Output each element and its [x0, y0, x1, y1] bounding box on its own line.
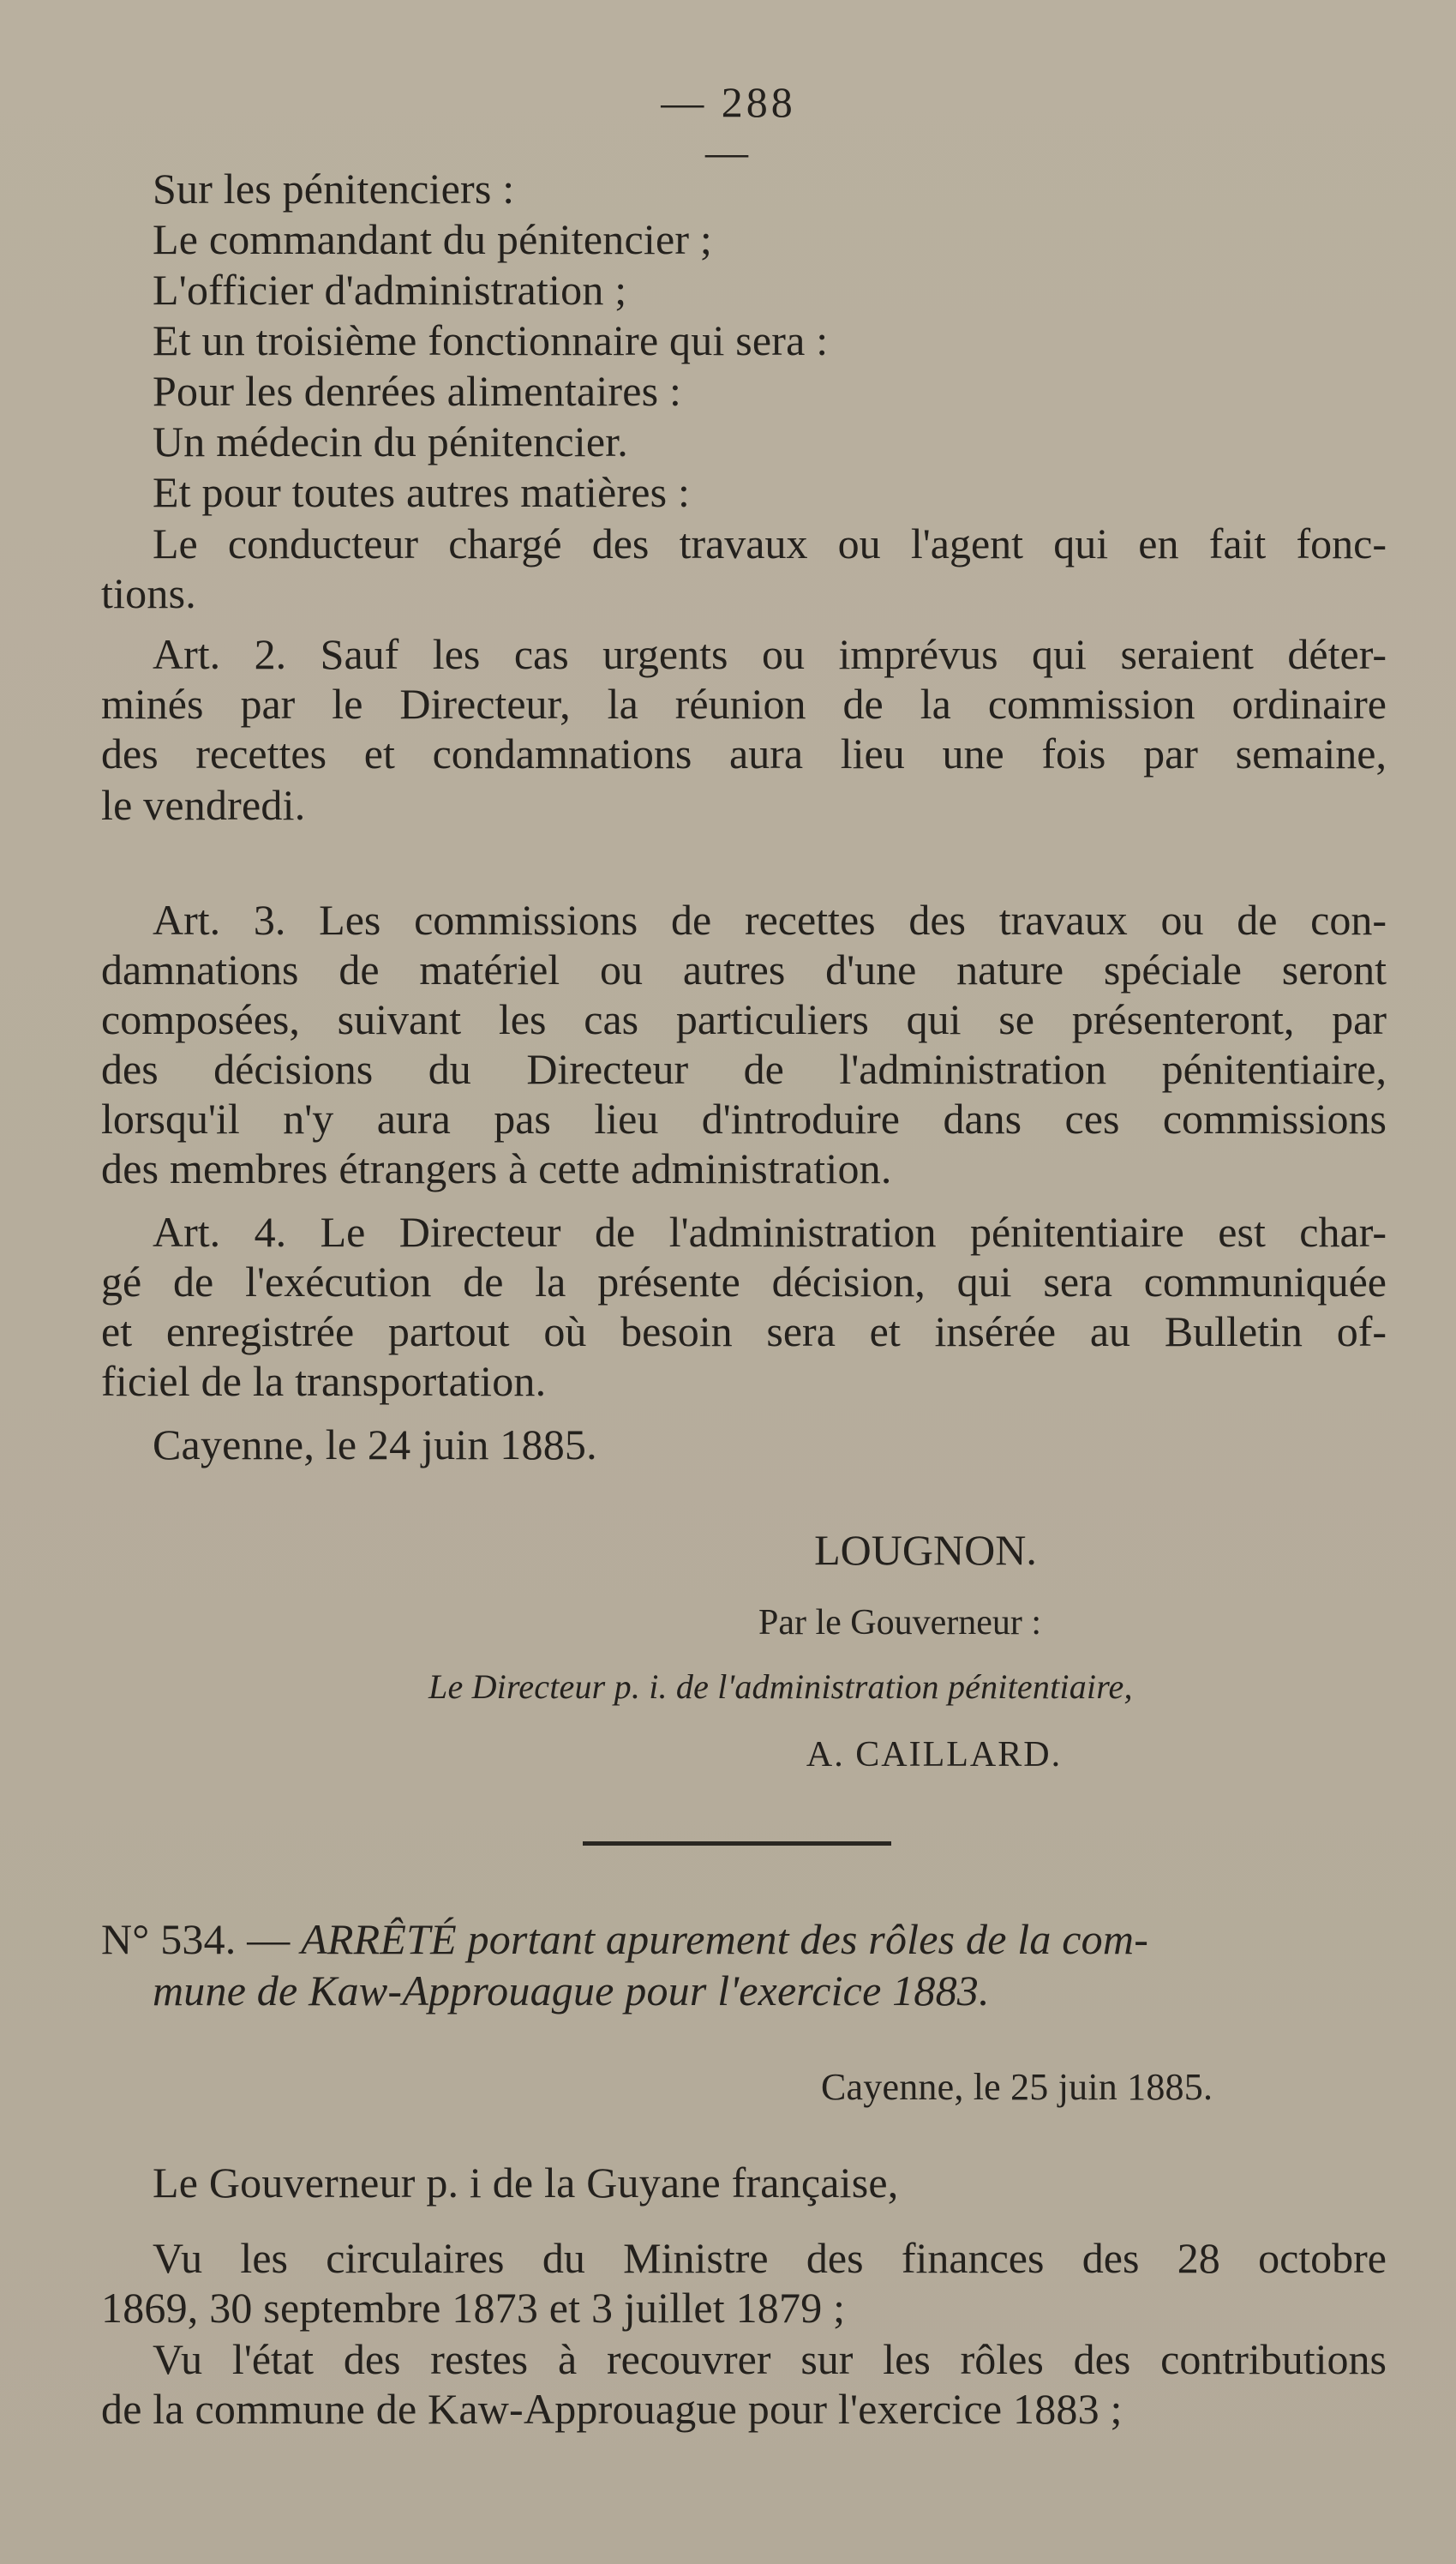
arrete-title-1: ARRÊTÉ portant apurement des rôles de la com-	[301, 1915, 1149, 1963]
line-penitenciers: Sur les pénitenciers :	[153, 165, 515, 213]
vu2-line-1: Vu l'état des restes à recouvrer sur les rôles des contributions	[153, 2335, 1387, 2383]
signature-name2: A. CAILLARD.	[806, 1735, 1063, 1774]
art4-line-1: Art. 4. Le Directeur de l'administration pénitentiaire est char-	[153, 1208, 1387, 1256]
art4-line-2: gé de l'exécution de la présente décision, qui sera communiquée	[101, 1258, 1387, 1306]
line-troisieme: Et un troisième fonctionnaire qui sera :	[153, 316, 829, 364]
governor-line: Le Gouverneur p. i de la Guyane française,	[153, 2159, 899, 2207]
art3-line-3: composées, suivant les cas particuliers qui se présenteront, par	[101, 995, 1387, 1043]
art3-line-5: lorsqu'il n'y aura pas lieu d'introduire dans ces commissions	[101, 1095, 1387, 1143]
section-divider	[583, 1841, 891, 1846]
vu2-line-2: de la commune de Kaw-Approuague pour l'exercice 1883 ;	[101, 2385, 1123, 2433]
vu1-line-2: 1869, 30 septembre 1873 et 3 juillet 1879 ;	[101, 2284, 846, 2332]
signature-name: LOUGNON.	[814, 1526, 1037, 1574]
arrete-number: N° 534. —	[101, 1915, 291, 1963]
date-line-1: Cayenne, le 24 juin 1885.	[153, 1420, 597, 1468]
art3-line-1: Art. 3. Les commissions de recettes des travaux ou de con-	[153, 896, 1387, 944]
conducteur-line-1: Le conducteur chargé des travaux ou l'agent qui en fait fonc-	[153, 519, 1387, 567]
line-officier: L'officier d'administration ;	[153, 266, 627, 314]
line-denrees: Pour les denrées alimentaires :	[153, 367, 682, 415]
art3-line-4: des décisions du Directeur de l'administration pénitentiaire,	[101, 1045, 1387, 1093]
art2-line-2: minés par le Directeur, la réunion de la commission ordinaire	[101, 680, 1387, 728]
art2-line-4: le vendredi.	[101, 781, 306, 829]
line-medecin: Un médecin du pénitencier.	[153, 417, 629, 465]
vu1-line-1: Vu les circulaires du Ministre des finances des 28 octobre	[153, 2234, 1387, 2282]
signature-role: Le Directeur p. i. de l'administration pénitentiaire,	[428, 1667, 1133, 1706]
arrete-title-line-2: mune de Kaw-Approuague pour l'exercice 1883.	[153, 1967, 990, 2015]
art2-line-1: Art. 2. Sauf les cas urgents ou imprévus qui seraient déter-	[153, 630, 1387, 678]
line-commandant: Le commandant du pénitencier ;	[153, 215, 712, 263]
art4-line-4: ficiel de la transportation.	[101, 1357, 547, 1405]
date-line-2: Cayenne, le 25 juin 1885.	[821, 2066, 1213, 2108]
arrete-title-line-1	[101, 1913, 1148, 1965]
art3-line-2: damnations de matériel ou autres d'une nature spéciale seront	[101, 946, 1387, 994]
page-number: — 288 —	[661, 78, 796, 176]
art3-line-6: des membres étrangers à cette administration.	[101, 1144, 892, 1192]
signature-par: Par le Gouverneur :	[758, 1603, 1042, 1642]
art4-line-3: et enregistrée partout où besoin sera et insérée au Bulletin of-	[101, 1307, 1387, 1355]
art2-line-3: des recettes et condamnations aura lieu une fois par semaine,	[101, 730, 1387, 778]
conducteur-line-2: tions.	[101, 569, 196, 617]
line-autres-matieres: Et pour toutes autres matières :	[153, 468, 691, 516]
